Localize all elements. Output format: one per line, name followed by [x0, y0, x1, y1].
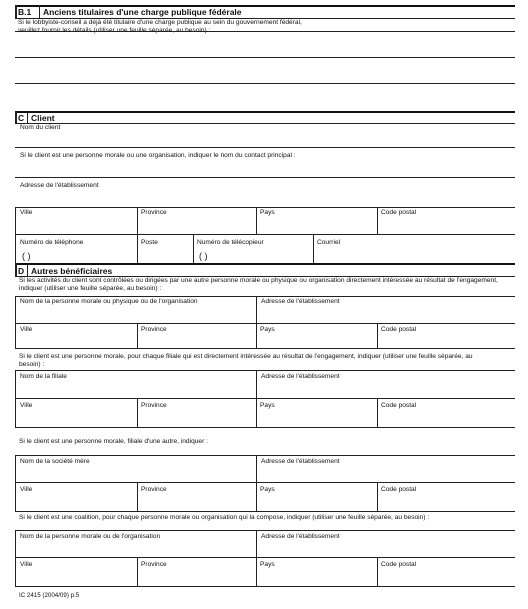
- parent-country-label: Pays: [260, 486, 275, 493]
- subsidiary-name-label: Nom de la filiale: [20, 373, 67, 380]
- org-address-label: Adresse de l'établissement: [261, 298, 340, 305]
- org-postal-label: Code postal: [381, 326, 417, 333]
- coalition-city-label: Ville: [20, 561, 33, 568]
- section-b1-number: B.1: [18, 7, 32, 17]
- parent-name-label: Nom de la société mère: [20, 458, 90, 465]
- parent-address-label: Adresse de l'établissement: [261, 458, 340, 465]
- parent-city-label: Ville: [20, 486, 33, 493]
- contact-name-field[interactable]: [15, 177, 515, 178]
- b1-answer-line-2[interactable]: [15, 57, 515, 58]
- phone-field[interactable]: ( ): [22, 251, 31, 261]
- subsidiary-instruction: Si le client est une personne morale, pour chaque filiale qui est directement intéressée au résultat de l'engagement, indiquer (utiliser une feuille séparée, au besoin) :: [19, 353, 473, 368]
- client-city-label: Ville: [20, 209, 33, 216]
- parent-instruction: Si le client est une personne morale, filiale d'une autre, indiquer :: [19, 438, 208, 445]
- contact-instruction: Si le client est une personne morale ou une organisation, indiquer le nom du contact principal :: [20, 152, 296, 159]
- b1-answer-line-3[interactable]: [15, 83, 515, 84]
- client-name-label: Nom du client: [20, 124, 61, 131]
- b1-instruction: Si le lobbyiste-conseil a déjà été titulaire d'une charge publique au sein du gouvernement fédéral, veuillez fournir les détails (utiliser une feuille séparée, au besoin) :: [18, 19, 302, 34]
- org-country-label: Pays: [260, 326, 275, 333]
- subsidiary-city-label: Ville: [20, 402, 33, 409]
- b1-answer-line-1[interactable]: [15, 31, 515, 32]
- section-d-title: Autres bénéficiaires: [31, 266, 113, 276]
- client-address-field[interactable]: [15, 207, 515, 208]
- coalition-province-label: Province: [141, 561, 167, 568]
- org-name-label: Nom de la personne morale ou physique ou de l'organisation: [20, 298, 198, 305]
- coalition-country-label: Pays: [260, 561, 275, 568]
- fax-label: Numéro de télécopieur: [197, 239, 264, 246]
- coalition-postal-label: Code postal: [381, 561, 417, 568]
- d-intro: Si les activités du client sont contrôlées ou dirigées par une autre personne morale ou physique ou organisation directement intéressée au résultat de l'engagement, indiquer (utiliser une feuille séparée, au besoin) :: [19, 277, 498, 292]
- coalition-name-label: Nom de la personne morale ou de l'organisation: [20, 533, 161, 540]
- coalition-instruction: Si le client est une coalition, pour chaque personne morale ou organisation qui la compose, indiquer (utiliser une feuille séparée, au besoin) :: [19, 514, 430, 521]
- org-province-label: Province: [141, 326, 167, 333]
- email-label: Courriel: [317, 239, 341, 246]
- org-city-label: Ville: [20, 326, 33, 333]
- form-code: IC 2415 (2004/09) p.5: [19, 592, 80, 599]
- section-d-letter: D: [18, 266, 25, 276]
- subsidiary-postal-label: Code postal: [381, 402, 417, 409]
- client-address-label: Adresse de l'établissement: [20, 182, 99, 189]
- parent-postal-label: Code postal: [381, 486, 417, 493]
- section-b1-title: Anciens titulaires d'une charge publique fédérale: [43, 7, 242, 17]
- subsidiary-province-label: Province: [141, 402, 167, 409]
- phone-label: Numéro de téléphone: [20, 239, 84, 246]
- coalition-address-label: Adresse de l'établissement: [261, 533, 340, 540]
- fax-field[interactable]: ( ): [199, 251, 208, 261]
- client-country-label: Pays: [260, 209, 275, 216]
- section-c-letter: C: [18, 113, 25, 123]
- subsidiary-address-label: Adresse de l'établissement: [261, 373, 340, 380]
- subsidiary-country-label: Pays: [260, 402, 275, 409]
- client-postal-label: Code postal: [381, 209, 417, 216]
- section-c-title: Client: [31, 113, 55, 123]
- client-name-field[interactable]: [15, 147, 515, 148]
- client-province-label: Province: [141, 209, 167, 216]
- ext-label: Poste: [141, 239, 158, 246]
- parent-province-label: Province: [141, 486, 167, 493]
